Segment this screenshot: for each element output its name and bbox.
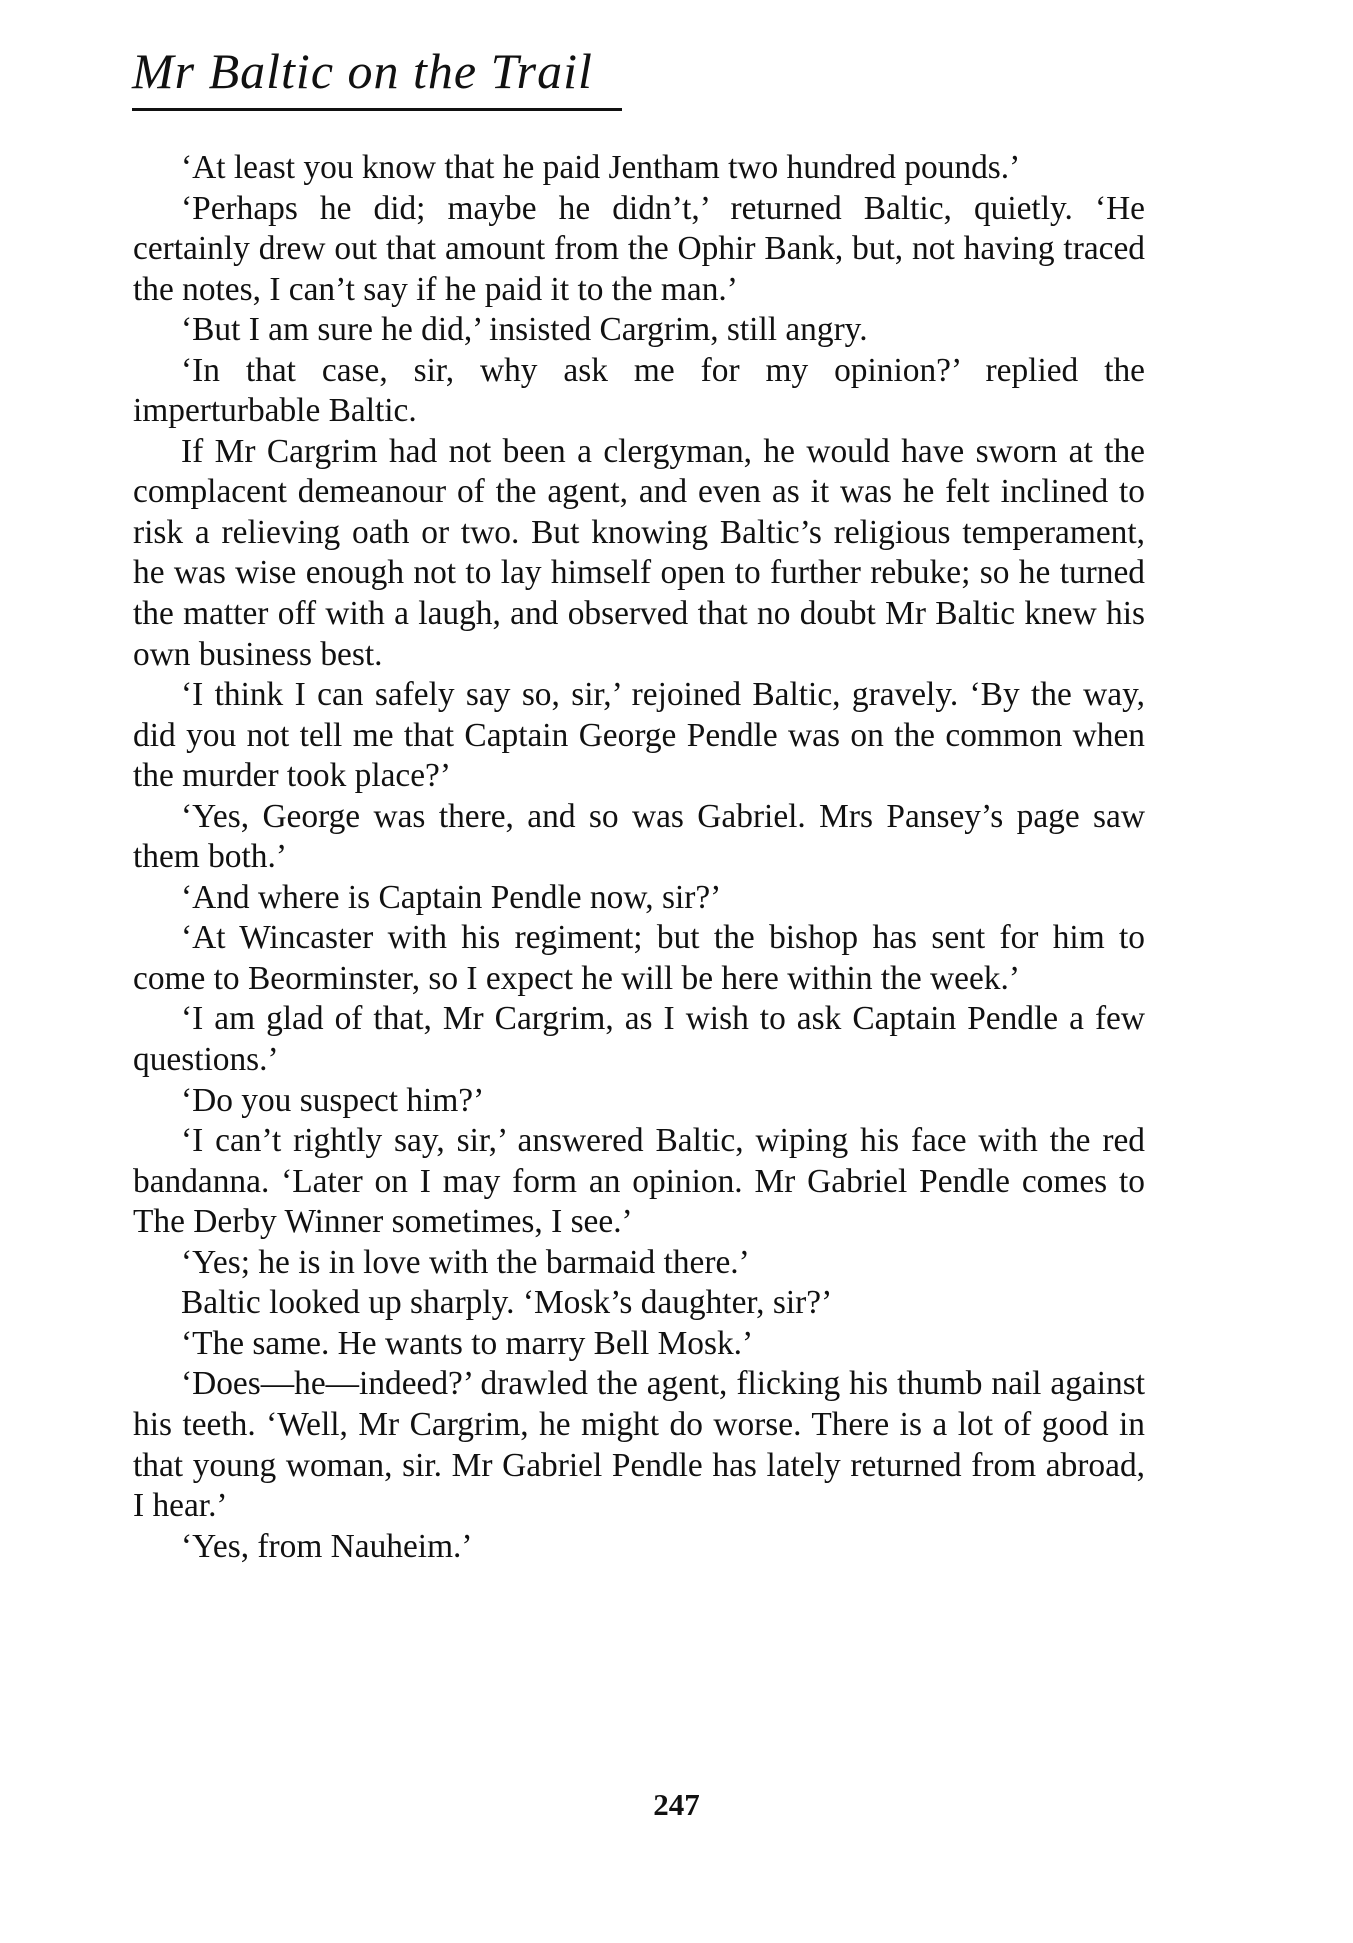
paragraph: ‘Yes, George was there, and so was Gabriel. Mrs Pansey’s page saw them both.’ [133, 797, 1145, 876]
paragraph: ‘Yes; he is in love with the barmaid there.’ [181, 1243, 750, 1281]
paragraph: ‘But I am sure he did,’ insisted Cargrim, still angry. [181, 311, 868, 349]
paragraph: ‘Yes, from Nauheim.’ [181, 1527, 473, 1565]
paragraph: ‘Perhaps he did; maybe he didn’t,’ returned Baltic, quietly. ‘He certainly drew out that amount from the Ophir Bank, but, not having traced the notes, I can’t say if he paid it to the man.’ [133, 189, 1145, 308]
running-head-title: Mr Baltic on the Trail [132, 43, 593, 99]
paragraph: If Mr Cargrim had not been a clergyman, he would have sworn at the complacent demeanour of the agent, and even as it was he felt inclined to risk a relieving oath or two. But knowing Baltic’s religious temperament, he was wise enough not to lay himself open to further rebuke; so he turned the matter off with a laugh, and observed that no doubt Mr Baltic knew his own business best. [133, 432, 1145, 673]
paragraph: ‘The same. He wants to marry Bell Mosk.’ [181, 1324, 754, 1362]
paragraph: ‘I think I can safely say so, sir,’ rejoined Baltic, gravely. ‘By the way, did you not tell me that Captain George Pendle was on the common when the murder took place?’ [133, 676, 1145, 795]
paragraph: ‘I can’t rightly say, sir,’ answered Baltic, wiping his face with the red bandanna. ‘Later on I may form an opinion. Mr Gabriel Pendle comes to The Derby Winner sometimes, I see.’ [133, 1122, 1145, 1241]
page-number: 247 [653, 1787, 700, 1822]
body-text [133, 148, 1145, 1567]
paragraph: ‘And where is Captain Pendle now, sir?’ [181, 878, 722, 916]
paragraph: ‘Do you suspect him?’ [181, 1081, 485, 1119]
paragraph: ‘I am glad of that, Mr Cargrim, as I wish to ask Captain Pendle a few questions.’ [133, 1000, 1145, 1079]
paragraph: Baltic looked up sharply. ‘Mosk’s daughter, sir?’ [181, 1284, 833, 1322]
paragraph: ‘In that case, sir, why ask me for my opinion?’ replied the imperturbable Baltic. [133, 351, 1145, 430]
header-rule [132, 108, 622, 111]
paragraph: ‘Does—he—indeed?’ drawled the agent, flicking his thumb nail against his teeth. ‘Well, Mr Cargrim, he might do worse. There is a lot of good in that young woman, sir. Mr Gabriel Pendle has lately returned from abroad, I hear.’ [133, 1365, 1145, 1525]
paragraph: ‘At least you know that he paid Jentham two hundred pounds.’ [181, 149, 1021, 186]
paragraph: ‘At Wincaster with his regiment; but the bishop has sent for him to come to Beorminster, so I expect he will be here within the week.’ [133, 919, 1145, 997]
